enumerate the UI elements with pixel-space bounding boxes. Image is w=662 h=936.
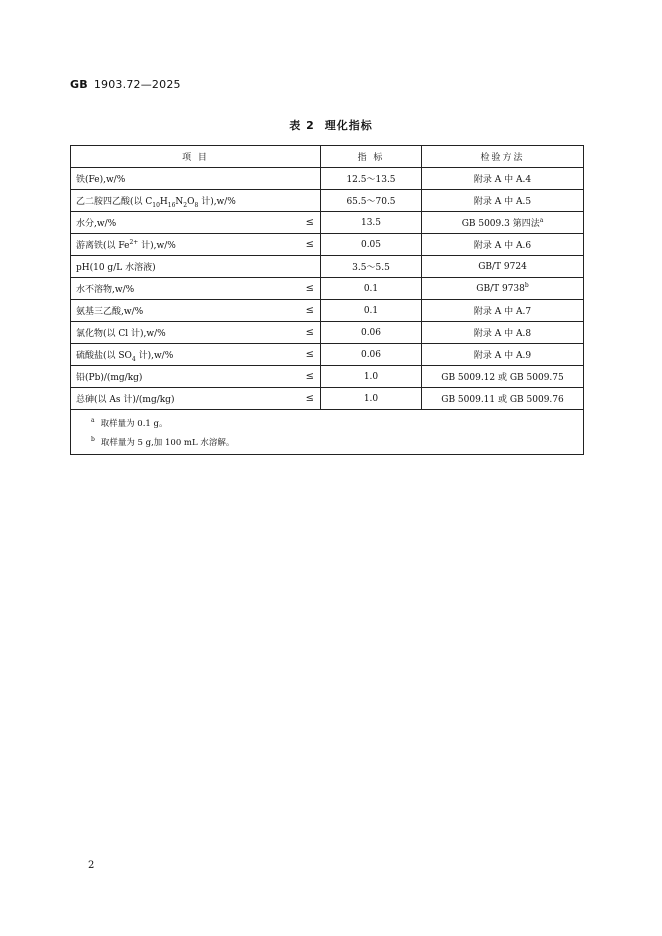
value-cell: 3.5～5.5 [321, 256, 422, 278]
table-caption [0, 117, 662, 133]
item-label: 游离铁(以 $Fe^{2+}$ 计),w/% [76, 239, 176, 251]
table-row [71, 168, 584, 190]
value-cell: 1.0 [321, 366, 422, 388]
column-header-method: 检验方法 [422, 146, 584, 168]
column-header-item: 项 目 [71, 146, 321, 168]
method-cell: 附录 A 中 A.6 [422, 234, 584, 256]
item-label: 乙二胺四乙酸(以 $C_{10}H_{16}N_2O_8$ 计),w/% [76, 197, 236, 209]
item-label: 总砷(以 As 计)/(mg/kg) [76, 395, 175, 405]
operator: ≤ [305, 371, 314, 382]
physicochemical-spec-table [70, 145, 584, 455]
method-cell: GB/T 9724 [422, 256, 584, 278]
table-number: 表 2 [289, 119, 315, 132]
gb-code: GB [70, 78, 88, 91]
item-label: 铅(Pb)/(mg/kg) [76, 373, 143, 383]
operator: ≤ [305, 305, 314, 316]
table-row [71, 388, 584, 410]
footnote-ref: b [524, 281, 529, 289]
item-cell [71, 168, 321, 190]
value-cell: 13.5 [321, 212, 422, 234]
method-cell: 附录 A 中 A.4 [422, 168, 584, 190]
footnote-b: $^b$ 取样量为 5 g,加 100 mL 水溶解。 [91, 436, 235, 448]
method-cell: GB 5009.11 或 GB 5009.76 [422, 388, 584, 410]
value-cell: 0.06 [321, 322, 422, 344]
method-cell: GB 5009.3 第四法$^a$ [422, 212, 584, 234]
footnote-a: $^a$ 取样量为 0.1 g。 [91, 417, 168, 429]
table-row [71, 344, 584, 366]
item-label: 水分,w/% [76, 219, 117, 229]
item-label: 水不溶物,w/% [76, 285, 135, 295]
page-number: 2 [88, 860, 95, 871]
operator: ≤ [305, 239, 314, 250]
item-cell [71, 388, 321, 410]
value-cell: 0.05 [321, 234, 422, 256]
item-cell [71, 278, 321, 300]
method-cell: 附录 A 中 A.9 [422, 344, 584, 366]
operator: ≤ [305, 393, 314, 404]
table-title: 理化指标 [324, 119, 373, 132]
method-cell: 附录 A 中 A.7 [422, 300, 584, 322]
table-row [71, 212, 584, 234]
item-label: 铁(Fe),w/% [76, 175, 126, 185]
value-cell: 0.06 [321, 344, 422, 366]
value-cell: 0.1 [321, 278, 422, 300]
table-header-row [71, 146, 584, 168]
standard-header [70, 78, 181, 91]
value-cell: 65.5～70.5 [321, 190, 422, 212]
standard-number: 1903.72—2025 [93, 78, 181, 91]
item-label: 氨基三乙酸,w/% [76, 307, 144, 317]
item-label: pH(10 g/L 水溶液) [76, 263, 156, 273]
method-cell: GB 5009.12 或 GB 5009.75 [422, 366, 584, 388]
item-cell [71, 190, 321, 212]
item-cell [71, 300, 321, 322]
method-cell: 附录 A 中 A.8 [422, 322, 584, 344]
table-notes-row [71, 410, 584, 455]
table-row [71, 278, 584, 300]
value-cell: 1.0 [321, 388, 422, 410]
item-cell [71, 256, 321, 278]
column-header-index: 指 标 [321, 146, 422, 168]
item-cell [71, 322, 321, 344]
table-row [71, 190, 584, 212]
method-cell: GB/T 9738$^b$ [422, 278, 584, 300]
operator: ≤ [305, 349, 314, 360]
value-cell: 0.1 [321, 300, 422, 322]
table-row [71, 300, 584, 322]
table-row [71, 322, 584, 344]
table-notes [71, 410, 584, 455]
item-cell [71, 212, 321, 234]
item-label: 硫酸盐(以 $SO_4$ 计),w/% [76, 351, 174, 363]
table-row [71, 256, 584, 278]
operator: ≤ [305, 217, 314, 228]
item-label: 氯化物(以 Cl 计),w/% [76, 329, 166, 339]
table-row [71, 366, 584, 388]
operator: ≤ [305, 327, 314, 338]
item-cell [71, 344, 321, 366]
operator: ≤ [305, 283, 314, 294]
method-cell: 附录 A 中 A.5 [422, 190, 584, 212]
item-cell [71, 366, 321, 388]
table-row [71, 234, 584, 256]
value-cell: 12.5～13.5 [321, 168, 422, 190]
footnote-ref: a [539, 217, 544, 224]
item-cell [71, 234, 321, 256]
